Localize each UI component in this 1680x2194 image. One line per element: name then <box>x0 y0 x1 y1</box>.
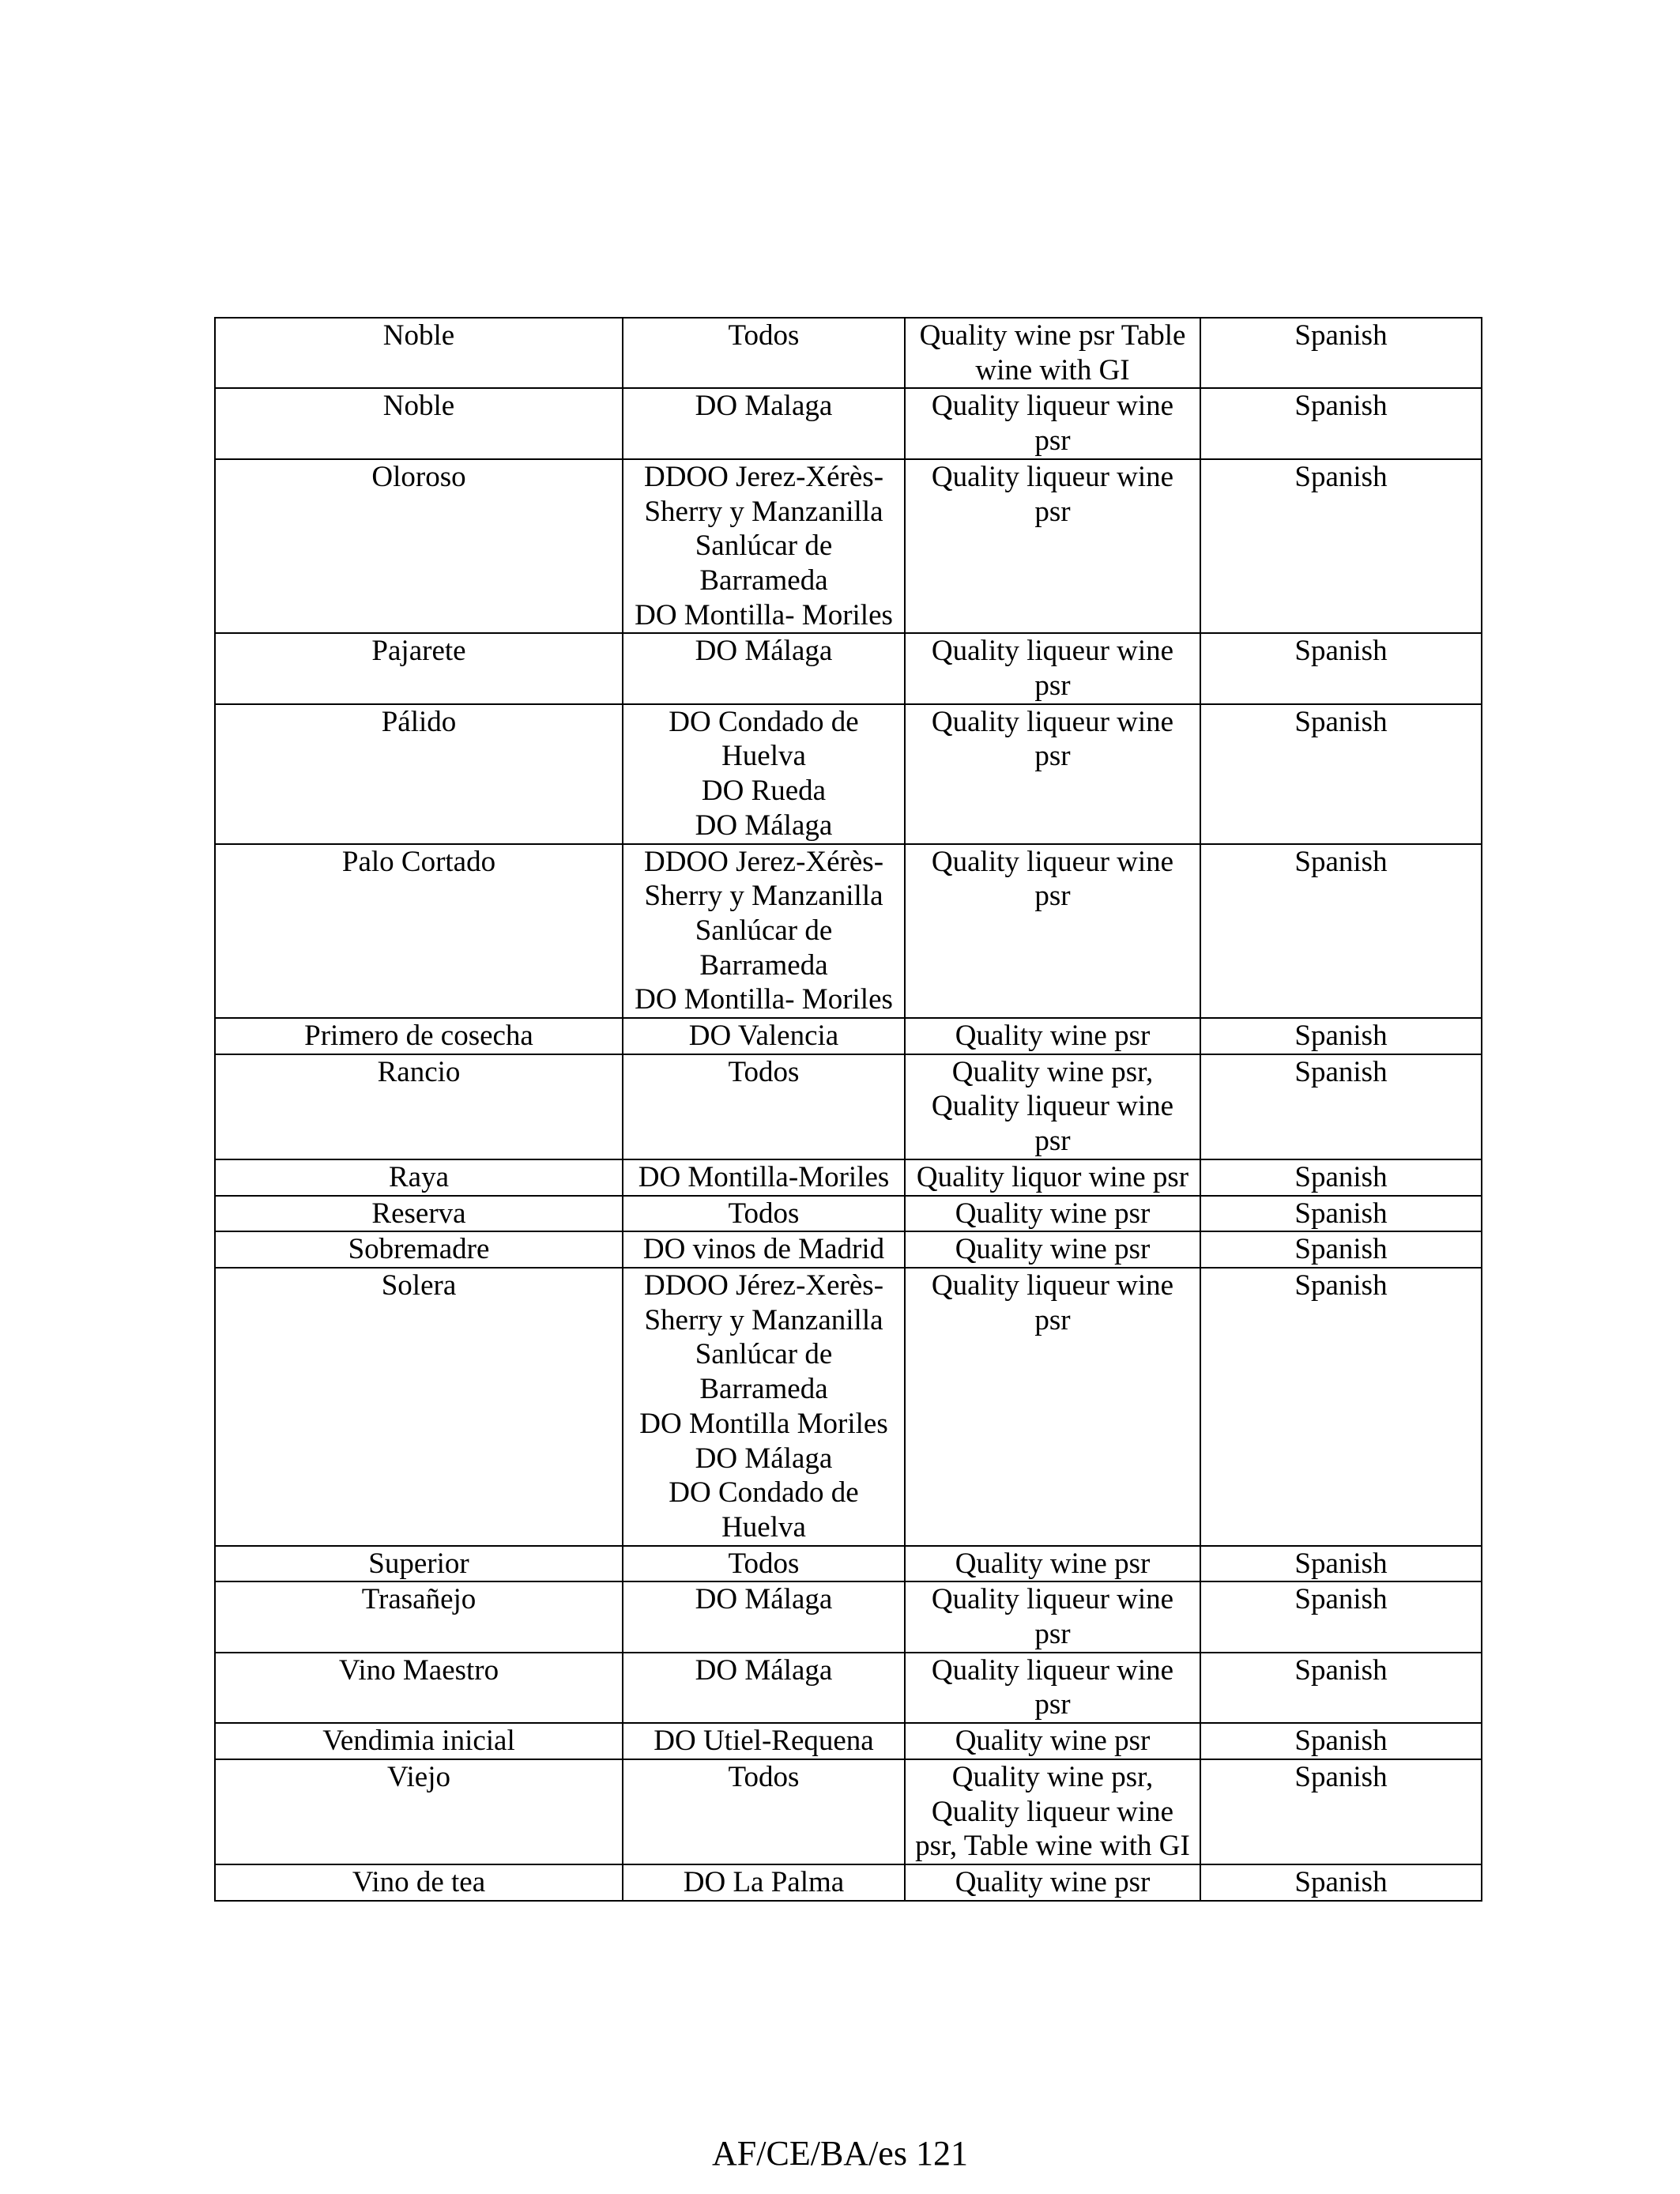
table-row <box>215 1231 1482 1268</box>
table-cell-language: Spanish <box>1200 844 1482 1019</box>
table-cell-category: Quality liquor wine psr <box>905 1159 1200 1196</box>
table-cell-term: Raya <box>215 1159 623 1196</box>
table-cell-category: Quality liqueur wine psr <box>905 1268 1200 1546</box>
table-cell-category: Quality wine psr, Quality liqueur wine psr, Table wine with GI <box>905 1759 1200 1864</box>
table-row <box>215 1268 1482 1546</box>
table-row <box>215 1196 1482 1232</box>
table-cell-language: Spanish <box>1200 1723 1482 1759</box>
table-row <box>215 1723 1482 1759</box>
wine-terms-table <box>214 317 1482 1902</box>
table-cell-region: DO La Palma <box>623 1864 905 1901</box>
table-row <box>215 459 1482 634</box>
table-cell-category: Quality liqueur wine psr <box>905 704 1200 844</box>
table-row <box>215 1653 1482 1723</box>
table-cell-language: Spanish <box>1200 1864 1482 1901</box>
table-cell-term: Primero de cosecha <box>215 1018 623 1054</box>
table-cell-language: Spanish <box>1200 1653 1482 1723</box>
table-cell-term: Viejo <box>215 1759 623 1864</box>
table-cell-language: Spanish <box>1200 1759 1482 1864</box>
table-row <box>215 1546 1482 1582</box>
table-cell-language: Spanish <box>1200 1546 1482 1582</box>
table-cell-language: Spanish <box>1200 1159 1482 1196</box>
table-cell-language: Spanish <box>1200 1054 1482 1159</box>
table-cell-term: Pajarete <box>215 633 623 703</box>
table-cell-term: Vendimia inicial <box>215 1723 623 1759</box>
table-row <box>215 844 1482 1019</box>
table-row <box>215 1159 1482 1196</box>
table-cell-language: Spanish <box>1200 1196 1482 1232</box>
table-cell-region: DO Málaga <box>623 1581 905 1652</box>
table-cell-region: DO vinos de Madrid <box>623 1231 905 1268</box>
table-cell-region: DDOO Jérez-Xerès- Sherry y Manzanilla Sanlúcar de Barrameda DO Montilla Moriles DO Málaga DO Condado de Huelva <box>623 1268 905 1546</box>
table-cell-term: Rancio <box>215 1054 623 1159</box>
table-row <box>215 318 1482 388</box>
table-cell-term: Noble <box>215 318 623 388</box>
table-cell-term: Solera <box>215 1268 623 1546</box>
table-cell-category: Quality wine psr <box>905 1546 1200 1582</box>
table-cell-language: Spanish <box>1200 459 1482 634</box>
table-cell-category: Quality liqueur wine psr <box>905 1581 1200 1652</box>
table-cell-language: Spanish <box>1200 1581 1482 1652</box>
table-row <box>215 1864 1482 1901</box>
table-cell-language: Spanish <box>1200 1018 1482 1054</box>
table-cell-region: Todos <box>623 1759 905 1864</box>
table-cell-term: Oloroso <box>215 459 623 634</box>
table-cell-category: Quality wine psr, Quality liqueur wine psr <box>905 1054 1200 1159</box>
table-cell-category: Quality liqueur wine psr <box>905 844 1200 1019</box>
table-cell-region: DO Condado de Huelva DO Rueda DO Málaga <box>623 704 905 844</box>
table-cell-region: Todos <box>623 1196 905 1232</box>
table-row <box>215 1054 1482 1159</box>
table-cell-region: DO Málaga <box>623 633 905 703</box>
table-cell-category: Quality wine psr <box>905 1196 1200 1232</box>
table-cell-category: Quality liqueur wine psr <box>905 1653 1200 1723</box>
table-cell-language: Spanish <box>1200 1231 1482 1268</box>
page-footer-reference: AF/CE/BA/es 121 <box>712 2134 968 2173</box>
table-cell-category: Quality wine psr <box>905 1231 1200 1268</box>
table-cell-term: Pálido <box>215 704 623 844</box>
table-cell-term: Superior <box>215 1546 623 1582</box>
table-cell-category: Quality wine psr <box>905 1864 1200 1901</box>
table-row <box>215 1759 1482 1864</box>
table-cell-region: DO Valencia <box>623 1018 905 1054</box>
table-cell-category: Quality liqueur wine psr <box>905 633 1200 703</box>
table-cell-category: Quality liqueur wine psr <box>905 388 1200 458</box>
table-cell-term: Noble <box>215 388 623 458</box>
table-cell-term: Palo Cortado <box>215 844 623 1019</box>
table-row <box>215 1018 1482 1054</box>
table-cell-region: DDOO Jerez-Xérès- Sherry y Manzanilla Sanlúcar de Barrameda DO Montilla- Moriles <box>623 459 905 634</box>
table-cell-language: Spanish <box>1200 704 1482 844</box>
table-cell-language: Spanish <box>1200 318 1482 388</box>
table-cell-language: Spanish <box>1200 388 1482 458</box>
table-cell-region: DO Utiel-Requena <box>623 1723 905 1759</box>
table-cell-term: Trasañejo <box>215 1581 623 1652</box>
table-cell-term: Reserva <box>215 1196 623 1232</box>
table-cell-region: Todos <box>623 1054 905 1159</box>
table-cell-language: Spanish <box>1200 1268 1482 1546</box>
table-cell-region: Todos <box>623 1546 905 1582</box>
table-cell-region: DDOO Jerez-Xérès- Sherry y Manzanilla Sanlúcar de Barrameda DO Montilla- Moriles <box>623 844 905 1019</box>
table-cell-region: DO Málaga <box>623 1653 905 1723</box>
table-cell-term: Sobremadre <box>215 1231 623 1268</box>
table-body <box>215 318 1482 1901</box>
table-cell-language: Spanish <box>1200 633 1482 703</box>
table-cell-region: DO Montilla-Moriles <box>623 1159 905 1196</box>
table-row <box>215 1581 1482 1652</box>
table-cell-region: Todos <box>623 318 905 388</box>
table-cell-category: Quality wine psr <box>905 1018 1200 1054</box>
table-cell-category: Quality wine psr Table wine with GI <box>905 318 1200 388</box>
table-row <box>215 388 1482 458</box>
table-row <box>215 633 1482 703</box>
table-row <box>215 704 1482 844</box>
table-cell-region: DO Malaga <box>623 388 905 458</box>
table-cell-term: Vino de tea <box>215 1864 623 1901</box>
table-cell-term: Vino Maestro <box>215 1653 623 1723</box>
table-cell-category: Quality liqueur wine psr <box>905 459 1200 634</box>
table-cell-category: Quality wine psr <box>905 1723 1200 1759</box>
